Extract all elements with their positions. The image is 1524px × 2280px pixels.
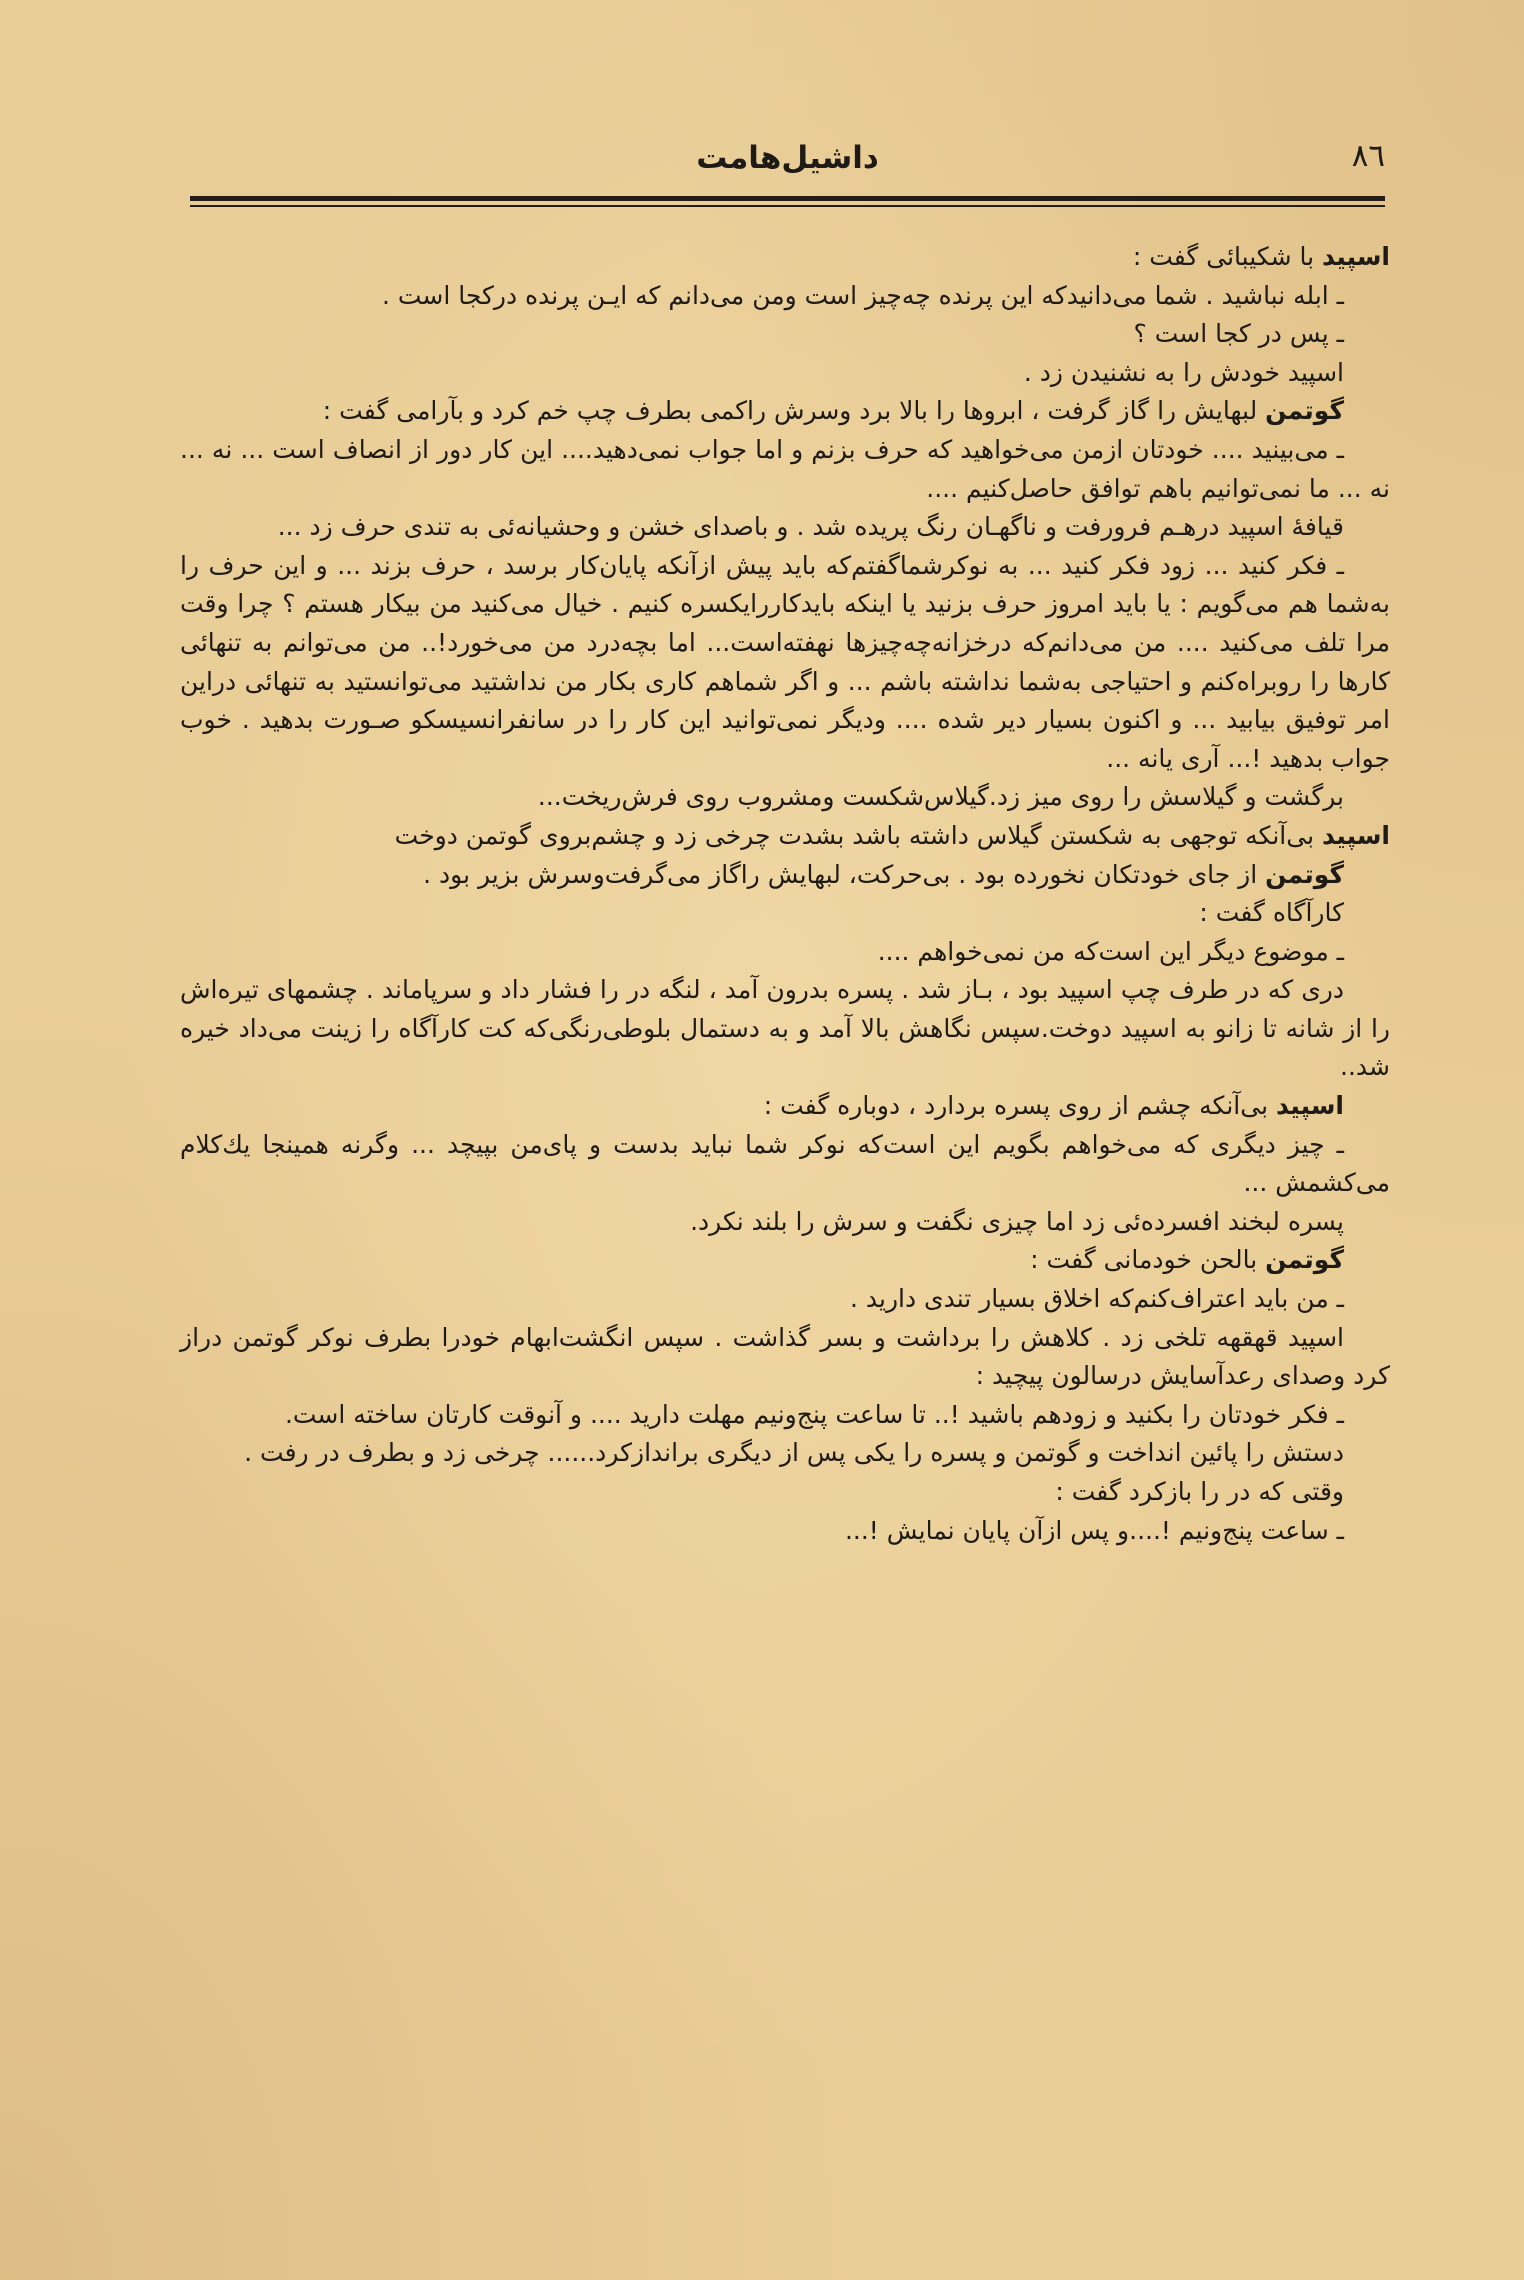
paragraph-text: ـ فکر خودتان را بکنید و زودهم باشید !.. تا ساعت پنج‌ونیم مهلت دارید .... و آنوقت کارتان ساخته است. [284,1399,1344,1429]
speaker-name: گوتمن [1265,859,1344,889]
paragraph-text: وقتی که در را بازکرد گفت : [1055,1477,1344,1506]
speaker-name: اسپید [1321,242,1390,271]
paragraph [180,1434,1390,1473]
paragraph-text: بالحن خودمانی گفت : [1030,1245,1266,1275]
paragraph [180,856,1390,895]
paragraph [180,277,1390,316]
paragraph [180,431,1390,508]
paragraph-text: ـ می‌بینید .... خودتان ازمن می‌خواهید که حرف بزنم و اما جواب نمی‌دهید.... این کار دور از انصاف است ... نه ... نه ... ما نمی‌توانیم باهم توافق حاصل‌کنیم .... [180,434,1390,503]
paragraph-text: ـ ابله نباشید . شما می‌دانیدکه این پرنده چه‌چیز است ومن می‌دانم که ایـن پرنده درکجا است . [381,280,1344,310]
paragraph-text: دستش را پائین انداخت و گوتمن و پسره را یکی پس از دیگری برانداز‌کرد...... چرخی زد و بطرف در رفت . [244,1438,1344,1468]
paragraph-text: دری که در طرف چپ اسپید بود ، بـاز شد . پسره بدرون آمد ، لنگه در را فشار داد و سرپاماند . چشمهای تیره‌اش را از شانه تا زانو به اسپید دوخت.سپس نگاهش بالا آمد و به دستمال بلوطی‌رنگی‌که کت کارآگاه را زینت می‌داد خیره شد.. [180,975,1390,1082]
paragraph [180,933,1390,972]
paragraph [180,354,1390,393]
paragraph-text: با شکیبائی گفت : [1132,242,1322,271]
paragraph-text: قیافهٔ اسپید درهـم فرورفت و ناگهـان رنگ پریده شد . و باصدای خشن و وحشیانه‌ئی به تندی حرف زد ... [277,512,1344,542]
speaker-name: اسپید [1275,1091,1344,1121]
paragraph [180,1241,1390,1280]
paragraph [180,1319,1390,1396]
paragraph [180,894,1390,933]
speaker-name: اسپید [1321,820,1390,850]
paragraph [180,817,1390,856]
paragraph-text: ـ موضوع دیگر این است‌که من نمی‌خواهم .... [877,936,1344,966]
paragraph [180,971,1390,1087]
paragraph-text: اسپید خودش را به نشنیدن زد . [1023,357,1344,387]
paragraph [180,1087,1390,1126]
paragraph [180,1203,1390,1242]
paragraph-text: برگشت و گیلاسش را روی میز زد.گیلاس‌شکست ومشروب روی فرش‌ریخت... [537,782,1344,812]
paragraph-text: کارآگاه گفت : [1199,898,1344,928]
paragraph [180,392,1390,431]
header-rule-thick [190,196,1385,201]
paragraph-text: از جای خودتکان نخورده بود . بی‌حرکت، لبهایش راگاز می‌گرفت‌وسرش بزیر بود . [423,859,1266,889]
paragraph [180,1280,1390,1319]
paragraph-text: بی‌آنکه توجهی به شکستن گیلاس داشته باشد بشدت چرخی زد و چشم‌بروی گوتمن دوخت [394,820,1322,850]
paragraph-text: پسره لبخند افسرده‌ئی زد اما چیزی نگفت و سرش را بلند نکرد. [690,1206,1344,1236]
paragraph-text: ـ ساعت پنج‌ونیم !....و پس ازآن پایان نمایش !... [844,1515,1344,1545]
paragraph-text: لبهایش را گاز گرفت ، ابروها را بالا برد وسرش راکمی بطرف چپ خم کرد و بآرامی گفت : [322,396,1266,426]
header-rule-thin [190,205,1385,207]
speaker-name: گوتمن [1265,396,1344,426]
running-title: داشیل‌هامت [696,140,879,176]
paragraph [180,1512,1390,1551]
paragraph [180,238,1390,277]
body-text [180,238,1390,2198]
paragraph [180,547,1390,779]
paragraph [180,1396,1390,1435]
paragraph [180,315,1390,354]
paragraph-text: اسپید قهقهه تلخی زد . کلاهش را برداشت و بسر گذاشت . سپس انگشت‌ابهام خودرا بطرف نوکر گوتمن دراز کرد وصدای رعدآسایش درسالون پیچید : [180,1322,1390,1391]
page-header [190,132,1385,184]
speaker-name: گوتمن [1265,1245,1344,1275]
paragraph-text: ـ پس در کجا است ؟ [1133,319,1344,349]
paragraph [180,1126,1390,1203]
paragraph-text: بی‌آنکه چشم از روی پسره بردارد ، دوباره گفت : [763,1091,1276,1121]
paragraph [180,508,1390,547]
paragraph-text: ـ فکر کنید ... زود فکر کنید ... به نوکرشماگفتم‌که باید پیش ازآنکه پایان‌کار برسد ، حرف بزند ... و این حرف را به‌شما هم می‌گویم : یا باید امروز حرف بزنید یا اینکه بایدکاررایکسره کنیم . خیال می‌کنید من بیکار هستم ؟ چرا وقت مرا تلف می‌کنید .... من می‌دانم‌که درخزانه‌چه‌چیزها نهفته‌است... اما بچه‌درد من می‌خورد!.. من می‌توانم به تنهائی کارها را روبراه‌کنم و احتیاجی به‌شما نداشته باشم ... و اگر شماهم کاری بکار من نداشتید می‌توانستید به تنهائی دراین امر توفیق بیابید ... و اکنون بسیار دیر شده .... ودیگر نمی‌توانید این کار را در سانفرانسیسکو صـورت بدهید . خوب جواب بدهید !... آری یانه ... [180,550,1390,773]
paragraph [180,1473,1390,1512]
paragraph-text: ـ من باید اعتراف‌کنم‌که اخلاق بسیار تندی دارید . [849,1284,1344,1314]
paragraph [180,778,1390,817]
page-number: ۸٦ [1351,138,1385,174]
paragraph-text: ـ چیز دیگری که می‌خواهم بگویم این است‌که نوکر شما نباید بدست و پای‌من بپیچد ... وگرنه همینجا یك‌کلام می‌کشمش ... [180,1129,1390,1198]
